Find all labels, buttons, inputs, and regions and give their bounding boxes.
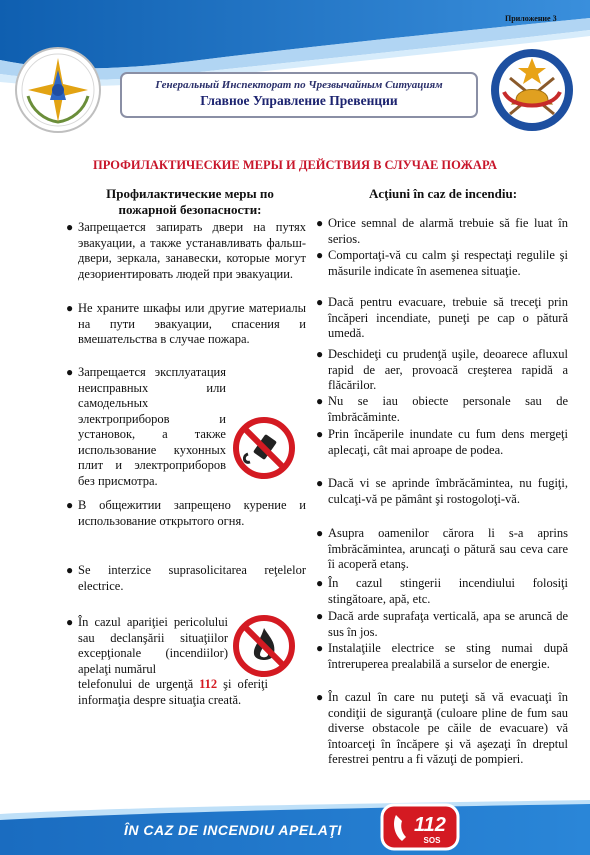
- left-item: ● Запрещается эксплуатация неисправных или самодельных электроприборов и установок, а также использование кухонных плит и электроприборов без присмотра.: [66, 365, 226, 488]
- right-item: ● În cazul stingerii incendiului folosiţi stingătoare, apă, etc.: [316, 576, 568, 606]
- left-item: ● Запрещается запирать двери на путях эвакуации, а также устанавливать фальш-двери, зеркала, занавески, которые могут дезориентировать людей при эвакуации.: [66, 220, 306, 281]
- left-heading-line1: Профилактические меры по: [106, 186, 274, 201]
- right-item: ● Asupra oamenilor cărora li s-a aprins îmbrăcămintea, aruncaţi o pătură sau ceva care îi acoperă etanş.: [316, 526, 568, 571]
- right-heading-text: Acţiuni în caz de incendiu:: [368, 186, 518, 201]
- right-item: ● Instalaţiile electrice se sting numai după întreruperea prealabilă a surselor de energie.: [316, 641, 568, 671]
- right-item: ● Dacă pentru evacuare, trebuie să treceţi prin încăperi incendiate, puneţi pe cap o pătură umedă.: [316, 295, 568, 340]
- footer-text: ÎN CAZ DE INCENDIU APELAŢI: [124, 822, 342, 838]
- emergency-number: 112: [199, 677, 218, 691]
- emblem-star-icon: [14, 46, 102, 134]
- badge-sub: SOS: [423, 836, 441, 845]
- sos-112-badge: [380, 801, 460, 853]
- right-item: ● Dacă vi se aprinde îmbrăcămintea, nu fugiţi, culcaţi-vă pe pământ şi rostogoloţi-vă.: [316, 476, 568, 506]
- right-item: ● Dacă arde suprafaţa verticală, apa se aruncă de sus în jos.: [316, 609, 568, 639]
- header-line1: Генеральный Инспекторат по Чрезвычайным Ситуациям: [155, 79, 443, 91]
- no-electric-plug-sign-icon: [232, 416, 296, 480]
- right-item: ● Nu se iau obiecte personale sau de îmbrăcăminte.: [316, 394, 568, 424]
- firefighter-emblem-icon: [490, 48, 574, 132]
- right-item: ● Orice semnal de alarmă trebuie să fie luat în serios.: [316, 216, 568, 246]
- right-item: ● Prin încăperile inundate cu fum dens mergeţi aplecaţi, cât mai aproape de podea.: [316, 427, 568, 457]
- left-item: ● Не храните шкафы или другие материалы на пути эвакуации, спасения и вмешательства в случае пожара.: [66, 301, 306, 346]
- annex-note: Приложение 3: [505, 14, 557, 23]
- right-item: ● Comportaţi-vă cu calm şi respectaţi regulile şi măsurile indicate în asemenea situaţie.: [316, 248, 568, 278]
- header-box: [120, 72, 478, 118]
- no-open-flame-sign-icon: [232, 614, 296, 678]
- left-item: ● Se interzice suprasolicitarea reţelelor electrice.: [66, 563, 306, 593]
- left-item-emergency: ● În cazul apariţiei pericolului sau declanşării situaţiilor excepţionale (incendiilor) apelaţi numărul telefonului de urgenţă 112 şi oferiţi informaţia despre situaţia creată.: [66, 615, 268, 707]
- header-line2: Главное Управление Превенции: [200, 93, 398, 108]
- right-item: ● Deschideţi cu prudenţă uşile, deoarece afluxul rapid de aer, provoacă creşterea rapidă a flăcărilor.: [316, 347, 568, 392]
- left-item: ● В общежитии запрещено курение и использование открытого огня.: [66, 498, 306, 528]
- left-heading: [70, 186, 310, 218]
- right-heading: [318, 186, 568, 202]
- right-item: ● În cazul în care nu puteţi să vă evacuaţi în condiţii de siguranţă (culoare pline de fum sau diverse obstacole pe căile de evacuare) vă întoarceţi în încăpere şi vă aşezaţi în dreptul ferestrei pentru a fi văzuţi de pompieri.: [316, 690, 568, 766]
- badge-number: 112: [414, 814, 446, 836]
- page-title: ПРОФИЛАКТИЧЕСКИЕ МЕРЫ И ДЕЙСТВИЯ В СЛУЧАЕ ПОЖАРА: [92, 158, 498, 172]
- left-heading-line2: пожарной безопасности:: [118, 202, 262, 217]
